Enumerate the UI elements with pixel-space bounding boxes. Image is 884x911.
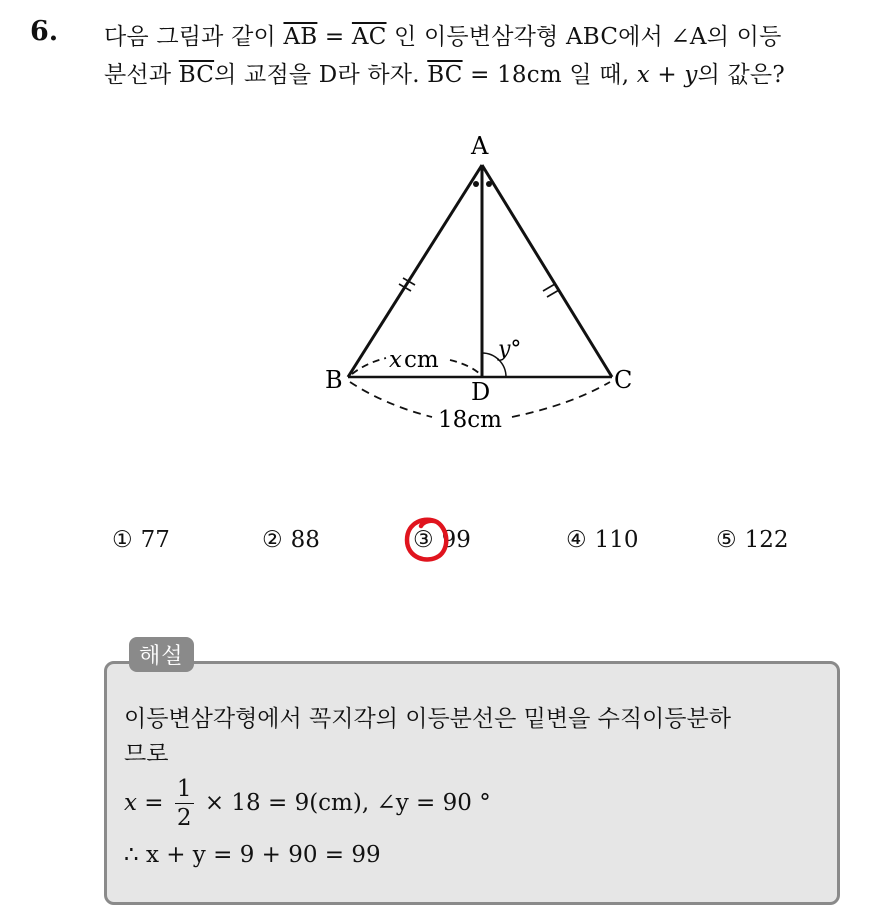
- label-c: C: [614, 366, 633, 394]
- choice-mark: ⑤: [716, 527, 737, 553]
- label-x: x: [389, 347, 402, 373]
- angle-mark-dot: [473, 181, 479, 187]
- fraction-denominator: 2: [176, 805, 192, 831]
- question-text: 의 교점을 D라 하자.: [214, 62, 420, 88]
- label-y: y°: [498, 337, 522, 362]
- choice-2[interactable]: [262, 527, 320, 553]
- choice-value: 88: [290, 527, 320, 553]
- label-x-unit: cm: [404, 347, 439, 373]
- dashed-arc-bc: [512, 382, 610, 417]
- angle-mark-dot: [486, 181, 492, 187]
- segment-bc: $\overline{BC}$: [178, 62, 215, 88]
- triangle-figure: [300, 120, 660, 440]
- fraction-numerator: 1: [176, 776, 192, 802]
- question-number: 6.: [30, 16, 59, 47]
- choice-mark: ④: [566, 527, 587, 553]
- choice-value: 110: [594, 527, 639, 553]
- dashed-arc-x: [450, 360, 480, 374]
- question-line-1: [104, 18, 782, 51]
- dashed-arc-bc: [350, 382, 432, 417]
- choice-mark: ①: [112, 527, 133, 553]
- segment-bc: $\overline{BC}$: [427, 62, 463, 88]
- solution-line-1: 이등변삼각형에서 꼭지각의 이등분선은 밑변을 수직이등분하: [124, 706, 731, 732]
- label-d: D: [471, 378, 491, 406]
- choice-5[interactable]: [716, 527, 789, 553]
- solution-tag: 해설: [129, 637, 194, 672]
- segment-ac: $\overline{AC}$: [351, 24, 387, 50]
- choice-1[interactable]: [112, 527, 170, 553]
- question-text: 분선과: [104, 62, 172, 88]
- solution-line-4: ∴ x + y = 9 + 90 = 99: [124, 842, 381, 868]
- solution-formula-rhs: × 18 = 9(cm), ∠y = 90 °: [204, 790, 491, 816]
- label-a: A: [471, 132, 489, 160]
- solution-line-3: [124, 778, 491, 830]
- segment-ab: $\overline{AB}$: [283, 24, 318, 50]
- label-bc-length: 18cm: [438, 407, 502, 433]
- side-ab: [348, 165, 482, 377]
- label-b: B: [325, 366, 343, 394]
- choice-value: 99: [441, 527, 471, 553]
- question-text: 인 이등변삼각형 ABC에서 ∠A의 이등: [394, 24, 782, 50]
- answer-circle-mark: [401, 514, 457, 566]
- question-text: 다음 그림과 같이: [104, 24, 276, 50]
- question-text: 의 값은?: [697, 62, 785, 88]
- choice-mark: ②: [262, 527, 283, 553]
- fraction-one-half: [175, 778, 194, 830]
- choice-mark: ③: [413, 527, 434, 553]
- equals-sign: =: [324, 24, 345, 50]
- question-text: = 18cm 일 때,: [470, 62, 630, 88]
- solution-formula-lhs: x =: [124, 790, 164, 816]
- question-line-2: [104, 56, 785, 89]
- choice-value: 122: [744, 527, 789, 553]
- choice-4[interactable]: [566, 527, 639, 553]
- solution-line-2: 므로: [124, 741, 169, 767]
- expression-x-plus-y: x + y: [636, 62, 698, 88]
- red-circle-stroke: [407, 520, 446, 560]
- choice-value: 77: [140, 527, 170, 553]
